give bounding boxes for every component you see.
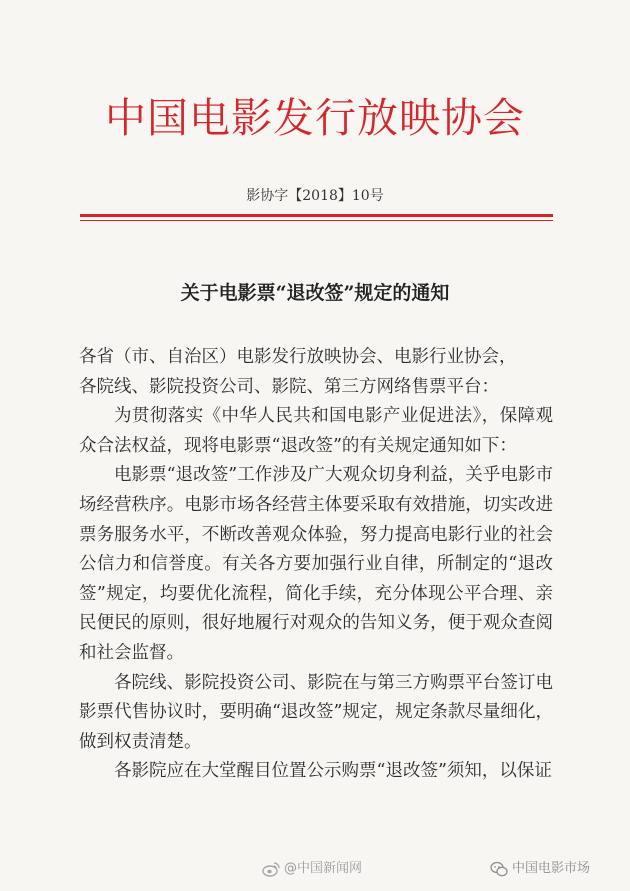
addressee-line: 各院线、影院投资公司、影院、第三方网络售票平台： <box>79 376 499 397</box>
letterhead-org-name: 中国电影发行放映协会 <box>105 94 525 142</box>
addressee-line: 各省（市、自治区）电影发行放映协会、电影行业协会， <box>79 347 517 367</box>
letterhead-rule-thin <box>80 220 553 221</box>
watermark-wechat <box>490 860 590 878</box>
body-paragraph: 电影票“退改签”工作涉及广大观众切身利益，关乎电影市场经营秩序。电影市场各经营主体要采取有效措施，切实改进票务服务水平，不断改善观众体验，努力提高电影行业的社会公信力和信誉度。有关各方要加强行业自律，所制定的“退改签”规定，均要优化流程，简化手续，充分体现公平合理、亲民便民的原则，很好地履行对观众的告知义务，便于观众查阅和社会监督。 <box>79 465 553 663</box>
watermark-right-text: 中国电影市场 <box>512 861 591 876</box>
letterhead-rule-thick <box>80 214 553 217</box>
document-number: 影协字【2018】10号 <box>246 188 384 204</box>
body-paragraph: 为贯彻落实《中华人民共和国电影产业促进法》，保障观众合法权益，现将电影票“退改签”的有关规定通知如下： <box>79 406 553 456</box>
notice-body <box>79 343 553 787</box>
watermark-left-text: @中国新闻网 <box>284 861 363 876</box>
notice-title: 关于电影票“退改签”规定的通知 <box>180 282 450 304</box>
body-paragraph: 各影院应在大堂醒目位置公示购票“退改签”须知，以保证 <box>114 761 552 782</box>
watermark-weibo <box>262 860 362 878</box>
wechat-icon <box>490 860 508 878</box>
body-paragraph: 各院线、影院投资公司、影院在与第三方购票平台签订电影票代售协议时，要明确“退改签”规定，规定条款尽量细化，做到权责清楚。 <box>79 672 553 752</box>
weibo-icon <box>262 860 280 878</box>
